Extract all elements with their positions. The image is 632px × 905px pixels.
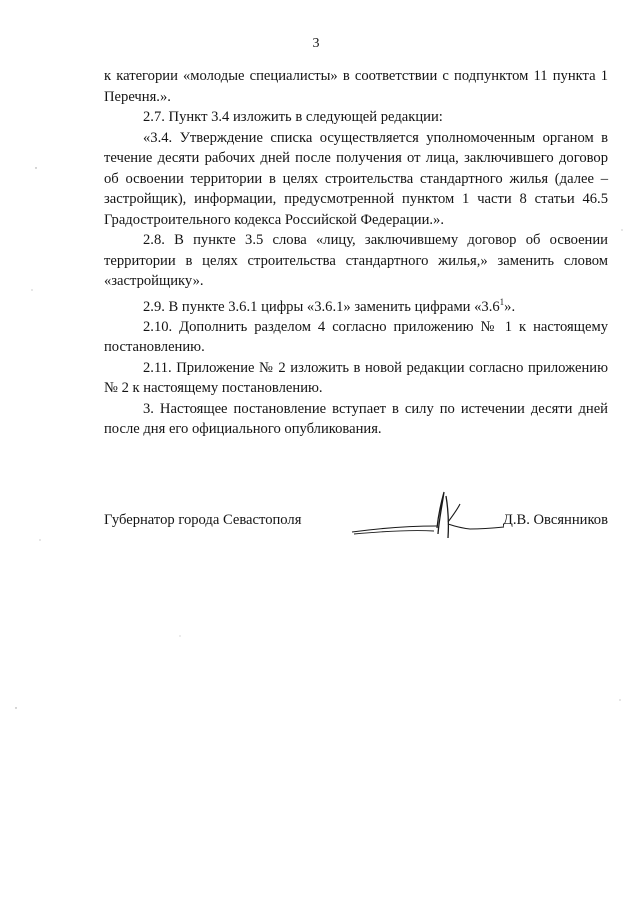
paragraph-2-7: 2.7. Пункт 3.4 изложить в следующей редакции: xyxy=(143,109,443,125)
paragraph-2-8: 2.8. В пункте 3.5 слова «лицу, заключившему договор об освоении территории в целях строительства стандартного жилья,» заменить словом «застройщику». xyxy=(104,232,608,289)
paragraph-intro: к категории «молодые специалисты» в соответствии с подпунктом 11 пункта 1 Перечня.». xyxy=(104,68,608,105)
paragraph-2-11: 2.11. Приложение № 2 изложить в новой редакции согласно приложению № 2 к настоящему постановлению. xyxy=(104,359,608,397)
signatory-title: Губернатор города Севастополя xyxy=(104,512,302,528)
paragraph-2-9-before: 2.9. В пункте 3.6.1 цифры «3.6.1» заменить цифрами «3.6 xyxy=(143,298,500,315)
paragraph-2-9-after: ». xyxy=(504,298,516,315)
signatory-name: Д.В. Овсянников xyxy=(502,512,608,528)
paragraph-3: 3. Настоящее постановление вступает в силу по истечении десяти дней после дня его официального опубликования. xyxy=(104,400,608,438)
superscript-one: 1 xyxy=(499,296,505,307)
paragraph-3-4-quote: «3.4. Утверждение списка осуществляется уполномоченным органом в течение десяти рабочих дней после получения от лица, заключившего договор об освоении территории в целях строительства стандартного жилья (далее – застройщик), информации, предусмотренной пунктом 1 части 8 статьи 46.5 Градостроительного кодекса Российской Федерации.». xyxy=(104,129,608,228)
page-number: 3 xyxy=(312,36,320,51)
paragraph-2-10: 2.10. Дополнить разделом 4 согласно приложению № 1 к настоящему постановлению. xyxy=(104,318,608,356)
